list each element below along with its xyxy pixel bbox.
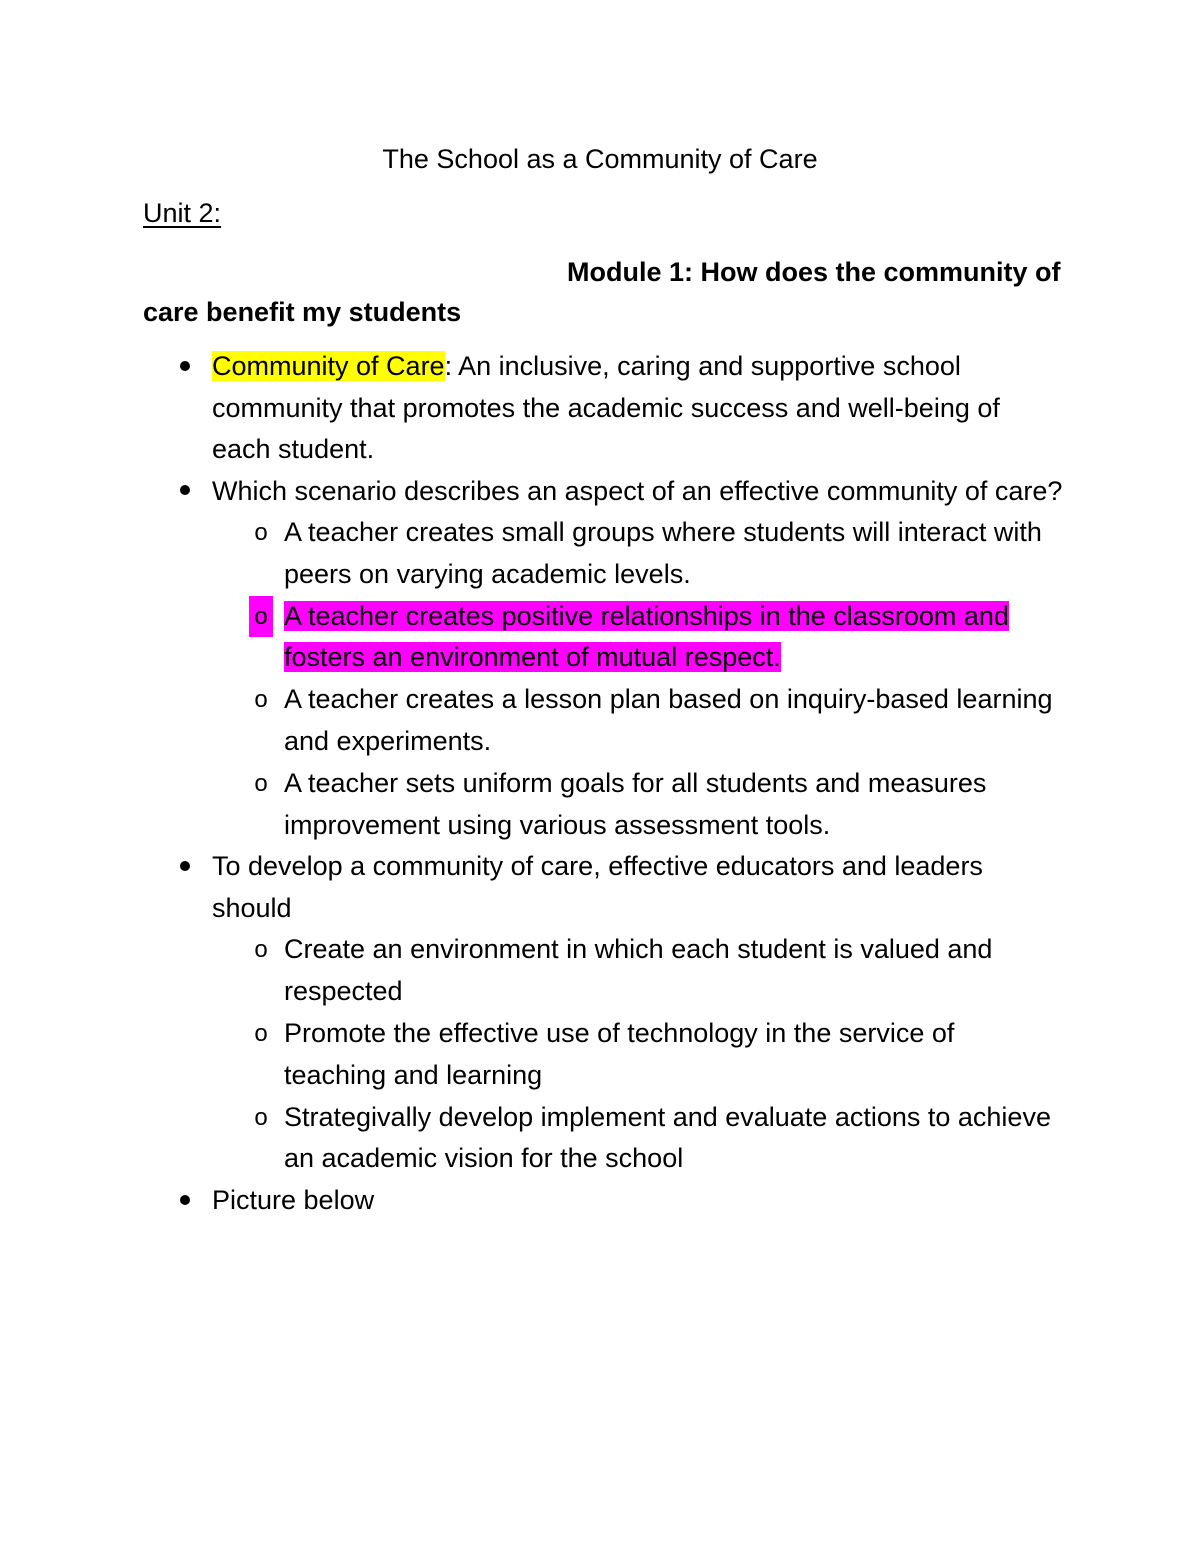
highlighted-correct-answer: A teacher creates positive relationships in the classroom and fosters an environment of mutual respect. <box>284 600 1009 673</box>
circle-bullet-icon: o <box>254 936 268 964</box>
circle-bullet-icon: o <box>254 519 268 546</box>
list-item <box>212 596 1063 680</box>
answer-options <box>212 512 1063 846</box>
list-item <box>212 1013 1063 1097</box>
option-text: A teacher sets uniform goals for all students and measures improvement using various assessment tools. <box>284 767 987 840</box>
document-title: The School as a Community of Care <box>382 144 818 174</box>
option-text: A teacher creates a lesson plan based on inquiry-based learning and experiments. <box>284 684 1053 756</box>
list-item <box>143 471 1063 847</box>
option-text: A teacher creates small groups where students will interact with peers on varying academic levels. <box>284 517 1042 589</box>
list-item <box>143 846 1063 1180</box>
bullet-icon <box>175 1180 195 1222</box>
question-text: Which scenario describes an aspect of an effective community of care? <box>212 475 1063 506</box>
circle-bullet-icon: o <box>254 769 268 797</box>
document-body <box>143 138 1063 1222</box>
list-item <box>212 679 1063 763</box>
list-item <box>212 1097 1063 1181</box>
circle-bullet-icon: o <box>254 1103 268 1131</box>
bullet-icon <box>175 471 195 513</box>
highlighted-term: Community of Care <box>212 351 445 381</box>
list-item <box>212 929 1063 1013</box>
sub-item-text: Promote the effective use of technology in the service of teaching and learning <box>284 1017 955 1090</box>
circle-bullet-icon: o <box>249 596 273 638</box>
bullet-icon <box>175 346 195 388</box>
sub-item-text: Create an environment in which each student is valued and respected <box>284 934 993 1007</box>
definition-text: : An inclusive, caring and supportive school community that promotes the academic success and well-being of each student. <box>212 351 1000 464</box>
statement-text: To develop a community of care, effective educators and leaders should <box>212 851 983 923</box>
bullet-list <box>143 346 1063 1222</box>
sub-item-text: Strategivally develop implement and evaluate actions to achieve an academic vision for the school <box>284 1101 1051 1174</box>
list-item <box>143 1180 1063 1222</box>
bullet-icon <box>175 846 195 888</box>
circle-bullet-icon: o <box>254 686 268 714</box>
statement-text: Picture below <box>212 1185 375 1216</box>
module-heading: Module 1: How does the community of care benefit my students <box>143 257 1061 327</box>
unit-heading: Unit 2: <box>143 198 222 228</box>
list-item <box>212 763 1063 847</box>
sub-list <box>212 929 1063 1180</box>
list-item <box>143 346 1063 471</box>
circle-bullet-icon: o <box>254 1019 268 1047</box>
list-item <box>212 512 1063 596</box>
